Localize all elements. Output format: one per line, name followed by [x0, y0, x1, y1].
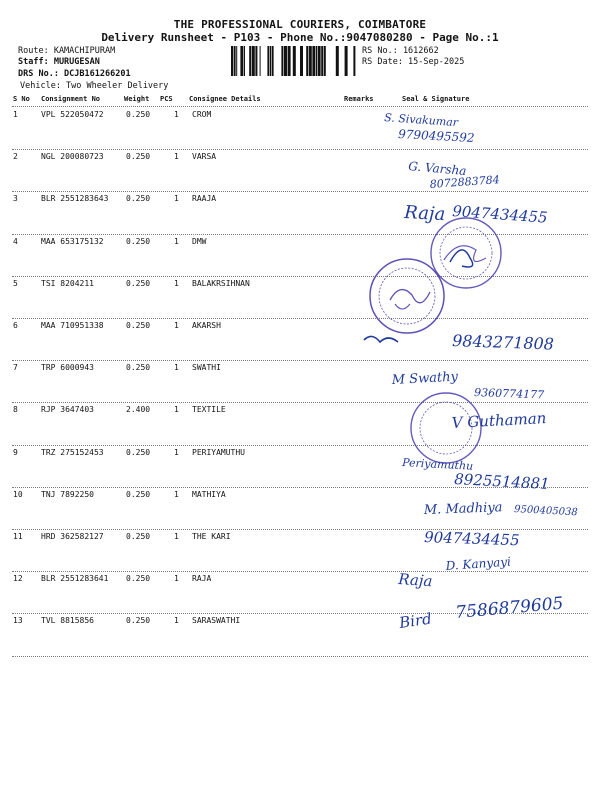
row-divider — [12, 487, 588, 488]
row-sno: 2 — [13, 152, 18, 162]
seal-stamp — [411, 393, 481, 463]
row-consignee: MATHIYA — [192, 489, 226, 499]
handwritten-phone: 8925514881 — [453, 470, 551, 493]
row-consignee: RAAJA — [192, 194, 217, 204]
row-pcs: 1 — [174, 321, 179, 330]
row-pcs: 1 — [174, 447, 179, 457]
row-weight: 0.250 — [126, 447, 151, 457]
handwritten-phone: 9047434455 — [451, 202, 549, 227]
row-weight: 0.250 — [126, 110, 151, 119]
row-consignee: DMW — [192, 236, 207, 246]
row-consignment-no: BLR 2551283641 — [41, 574, 109, 584]
barcode-graphic — [231, 46, 357, 76]
row-weight: 0.250 — [126, 489, 151, 499]
staff-label: Staff: MURUGESAN — [18, 57, 100, 67]
row-consignment-no: NGL 200080723 — [41, 152, 104, 162]
row-consignment-no: TRZ 275152453 — [41, 447, 104, 457]
row-divider — [12, 529, 588, 530]
row-pcs: 1 — [174, 574, 179, 584]
row-consignee: VARSA — [192, 152, 217, 162]
row-consignee: SARASWATHI — [192, 616, 241, 626]
row-consignment-no: BLR 2551283643 — [41, 194, 109, 204]
row-sno: 6 — [13, 321, 18, 330]
col-head-remarks: Remarks — [344, 95, 374, 103]
row-sno: 8 — [13, 405, 18, 415]
rs-number: RS No.: 1612662 — [362, 46, 439, 56]
signature-scribble: M. Madhiya — [423, 500, 503, 518]
handwritten-phone: 9843271808 — [451, 331, 555, 354]
header-divider — [12, 106, 588, 107]
handwritten-phone: 9360774177 — [473, 386, 545, 402]
rs-date: RS Date: 15-Sep-2025 — [362, 57, 465, 67]
row-divider — [12, 149, 588, 150]
row-pcs: 1 — [174, 110, 179, 119]
row-divider — [12, 360, 588, 361]
row-weight: 0.250 — [126, 616, 151, 626]
row-sno: 12 — [13, 574, 23, 584]
drs-number: DRS No.: DCJB161266201 — [18, 69, 131, 79]
route-label: Route: KAMACHIPURAM — [18, 46, 116, 56]
row-sno: 13 — [13, 616, 23, 626]
row-pcs: 1 — [174, 405, 179, 415]
signature-scribble: D. Kanyayi — [445, 554, 512, 573]
row-divider — [12, 318, 588, 319]
row-divider — [12, 402, 588, 403]
handwritten-phone: 9500405038 — [513, 504, 578, 519]
row-pcs: 1 — [174, 194, 179, 204]
row-pcs: 1 — [174, 532, 179, 541]
row-weight: 0.250 — [126, 236, 151, 246]
row-sno: 9 — [13, 447, 18, 457]
row-pcs: 1 — [174, 152, 179, 162]
seal-stamp — [370, 259, 444, 333]
col-head-consignee: Consignee Details — [189, 95, 261, 103]
row-sno: 3 — [13, 194, 18, 204]
row-consignee: CROM — [192, 110, 212, 119]
row-weight: 0.250 — [126, 194, 151, 204]
seal-stamp — [431, 218, 501, 288]
row-consignment-no: TVL 8815856 — [41, 616, 94, 626]
row-consignment-no: TNJ 7892250 — [41, 489, 94, 499]
handwritten-phone: 9790495592 — [397, 127, 475, 145]
row-divider — [12, 234, 588, 235]
row-weight: 0.250 — [126, 574, 151, 584]
row-weight: 0.250 — [126, 321, 151, 330]
signature-scribble: M Swathy — [391, 369, 459, 388]
company-title: THE PROFESSIONAL COURIERS, COIMBATORE — [173, 18, 427, 31]
row-consignment-no: MAA 653175132 — [41, 236, 104, 246]
row-consignee: RAJA — [192, 574, 212, 584]
signature-scribble: Raja — [403, 202, 446, 226]
row-weight: 0.250 — [126, 278, 151, 288]
row-consignment-no: MAA 710951338 — [41, 321, 104, 330]
row-consignment-no: VPL 522050472 — [41, 110, 104, 119]
vehicle-label: Vehicle: Two Wheeler Delivery — [20, 81, 169, 91]
row-divider — [12, 613, 588, 614]
row-consignee: PERIYAMUTHU — [192, 447, 245, 457]
signature-scribble: S. Sivakumar — [383, 111, 459, 130]
row-pcs: 1 — [174, 363, 179, 373]
row-sno: 10 — [13, 489, 23, 499]
handwritten-phone: 9047434455 — [423, 528, 520, 550]
row-weight: 0.250 — [126, 532, 151, 541]
row-divider — [12, 445, 588, 446]
row-consignee: TEXTILE — [192, 405, 226, 415]
row-consignee: SWATHI — [192, 363, 221, 373]
col-head-seal-signature: Seal & Signature — [402, 95, 470, 103]
signature-scribble: G. Varsha — [407, 159, 468, 179]
row-consignee: AKARSH — [192, 321, 221, 330]
row-consignee: THE KARI — [192, 532, 231, 541]
row-consignment-no: RJP 3647403 — [41, 405, 94, 415]
signature-scribble: V Guthaman — [451, 409, 547, 432]
col-head-sno: S No — [13, 95, 30, 103]
signature-scribble: Raja — [397, 570, 434, 591]
col-head-pcs: PCS — [160, 95, 173, 103]
row-weight: 2.400 — [126, 405, 151, 415]
handwritten-phone: 7586879605 — [454, 593, 565, 623]
row-weight: 0.250 — [126, 363, 151, 373]
row-sno: 5 — [13, 278, 18, 288]
row-consignment-no: TSI 8204211 — [41, 278, 94, 288]
handwritten-phone: 8072883784 — [429, 173, 501, 191]
row-sno: 11 — [13, 532, 23, 541]
row-consignee: BALAKRSIHNAN — [192, 278, 250, 288]
row-divider — [12, 191, 588, 192]
col-head-weight: Weight — [124, 95, 150, 103]
row-divider — [12, 571, 588, 572]
col-head-consignment: Consignment No — [41, 95, 101, 103]
row-consignment-no: HRD 362582127 — [41, 532, 104, 541]
row-weight: 0.250 — [126, 152, 151, 162]
row-sno: 1 — [13, 110, 18, 119]
row-divider — [12, 276, 588, 277]
row-pcs: 1 — [174, 236, 179, 246]
row-pcs: 1 — [174, 489, 179, 499]
signature-scribble: Bird — [398, 609, 433, 632]
row-consignment-no: TRP 6000943 — [41, 363, 94, 373]
row-pcs: 1 — [174, 616, 179, 626]
signature-scribble: Periyamuthu — [401, 456, 474, 473]
row-pcs: 1 — [174, 278, 179, 288]
row-sno: 7 — [13, 363, 18, 373]
row-sno: 4 — [13, 236, 18, 246]
row-divider — [12, 656, 588, 657]
runsheet-title: Delivery Runsheet - P103 - Phone No.:9047080280 - Page No.:1 — [101, 31, 499, 44]
